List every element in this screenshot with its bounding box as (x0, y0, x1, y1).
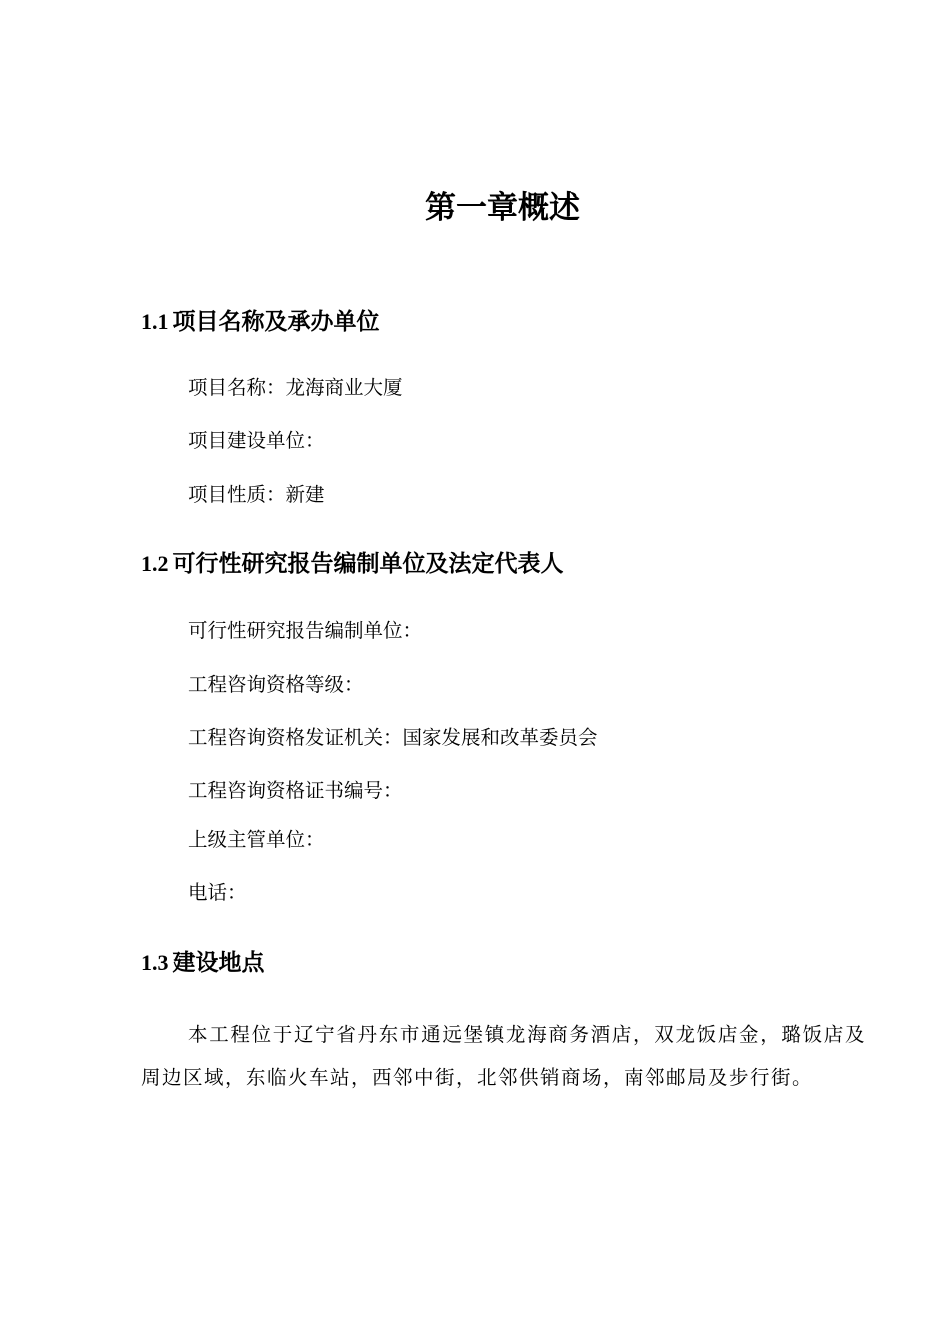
section-number: 1.2 (141, 551, 169, 576)
chapter-title: 第一章概述 (425, 190, 580, 226)
supervising-unit-line: 上级主管单位： (188, 828, 325, 851)
section-heading-1-2 (141, 547, 564, 581)
qualification-issuer-line: 工程咨询资格发证机关：国家发展和改革委员会 (188, 726, 598, 749)
section-title: 可行性研究报告编制单位及法定代表人 (172, 550, 564, 577)
qualification-grade-line: 工程咨询资格等级： (188, 673, 364, 696)
certificate-number-line: 工程咨询资格证书编号： (188, 779, 403, 802)
section-title: 建设地点 (172, 949, 265, 976)
project-name-line: 项目名称：龙海商业大厦 (188, 376, 403, 399)
phone-line: 电话： (188, 881, 247, 904)
project-builder-line: 项目建设单位： (188, 429, 325, 452)
section-heading-1-3 (141, 946, 265, 980)
section-number: 1.3 (141, 950, 169, 975)
project-nature-line: 项目性质：新建 (188, 483, 325, 506)
location-paragraph: 本工程位于辽宁省丹东市通远堡镇龙海商务酒店，双龙饭店金，璐饭店及周边区域，东临火车站，西邻中街，北邻供销商场，南邻邮局及步行街。 (141, 1023, 866, 1089)
section-number: 1.1 (141, 309, 169, 334)
section-title: 项目名称及承办单位 (172, 308, 380, 335)
section-heading-1-1 (141, 305, 380, 339)
report-compiler-line: 可行性研究报告编制单位： (188, 619, 423, 642)
